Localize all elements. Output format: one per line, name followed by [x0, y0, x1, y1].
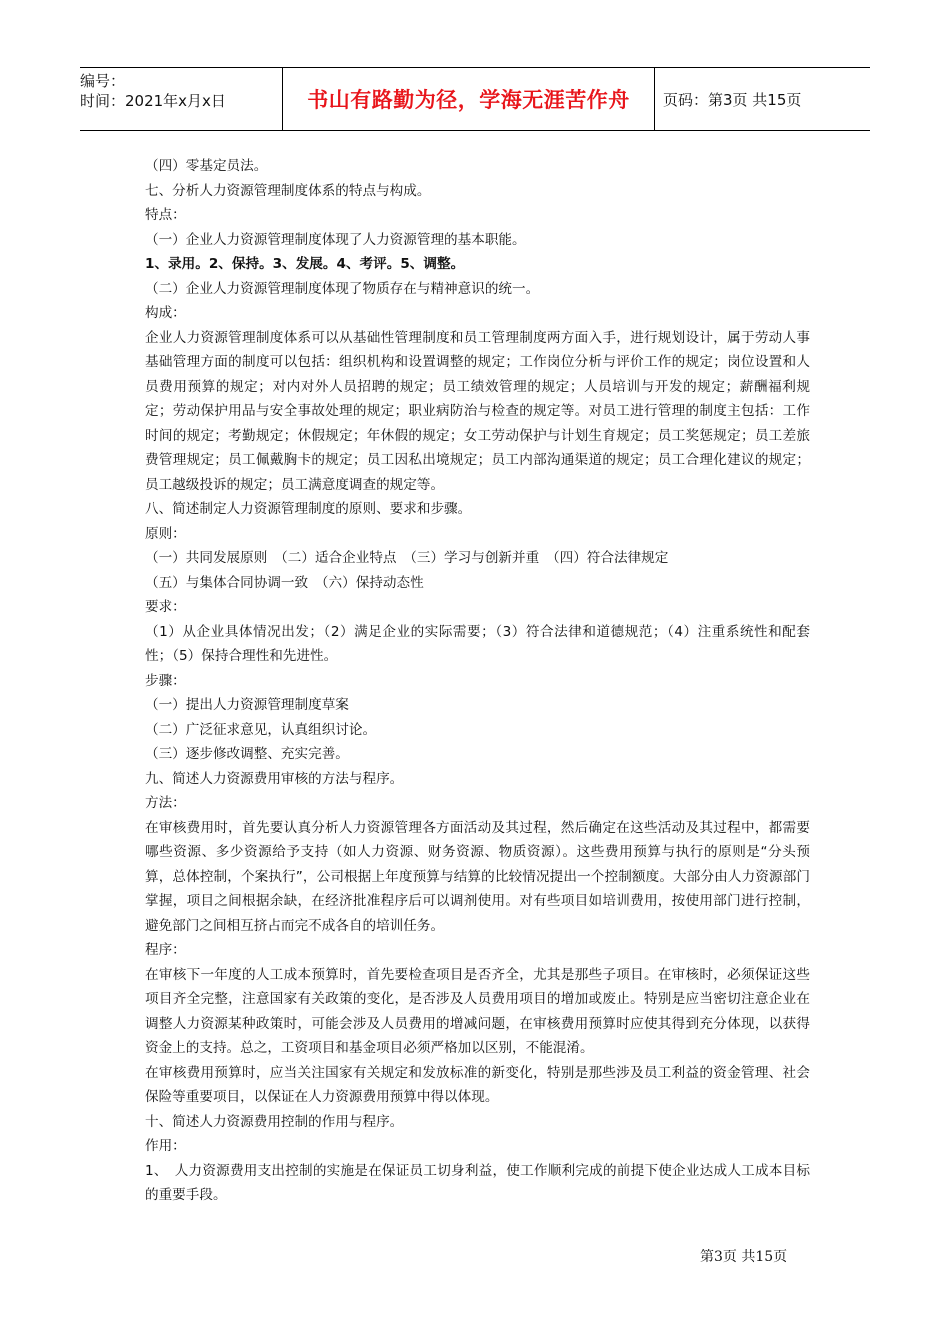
- paragraph: 企业人力资源管理制度体系可以从基础性管理制度和员工管理制度两方面入手，进行规划设计，属于劳动人事基础管理方面的制度可以包括：组织机构和设置调整的规定；工作岗位分析与评价工作的规定；岗位设置和人员费用预算的规定；对内对外人员招聘的规定；员工绩效管理的规定；人员培训与开发的规定；薪酬福利规定；劳动保护用品与安全事故处理的规定；职业病防治与检查的规定等。对员工进行管理的制度主包括：工作时间的规定；考勤规定；休假规定；年休假的规定；女工劳动保护与计划生育规定；员工奖惩规定；员工差旅费管理规定；员工佩戴胸卡的规定；员工因私出境规定；员工内部沟通渠道的规定；员工合理化建议的规定；员工越级投诉的规定；员工满意度调查的规定等。: [145, 329, 810, 493]
- text-line: 1、录用。2、保持。3、发展。4、考评。5、调整。: [145, 256, 465, 272]
- text-line: （一）企业人力资源管理制度体现了人力资源管理的基本职能。: [145, 231, 526, 248]
- paragraph: 在审核费用预算时，应当关注国家有关规定和发放标准的新变化，特别是那些涉及员工利益的资金管理、社会保险等重要项目，以保证在人力资源费用预算中得以体现。: [145, 1064, 810, 1105]
- subheading: 步骤：: [145, 672, 186, 689]
- text-line: （四）零基定员法。: [145, 158, 268, 174]
- page-header: [80, 67, 870, 131]
- section-heading: 十、简述人力资源费用控制的作用与程序。: [145, 1113, 404, 1130]
- subheading: 构成：: [145, 305, 186, 321]
- header-motto: 书山有路勤为径，学海无涯苦作舟: [283, 68, 655, 130]
- paragraph: 1、 人力资源费用支出控制的实施是在保证员工切身利益，使工作顺利完成的前提下使企业达成人工成本目标的重要手段。: [145, 1162, 810, 1203]
- document-body: [145, 154, 810, 1208]
- header-page-info: 页码：第3页 共15页: [663, 90, 802, 109]
- subheading: 特点：: [145, 207, 186, 223]
- subheading: 程序：: [145, 942, 186, 958]
- paragraph: （1）从企业具体情况出发；（2）满足企业的实际需要；（3）符合法律和道德规范；（4）注重系统性和配套性；（5）保持合理性和先进性。: [145, 623, 810, 664]
- paragraph: 在审核费用时，首先要认真分析人力资源管理各方面活动及其过程，然后确定在这些活动及其过程中，都需要哪些资源、多少资源给予支持（如人力资源、财务资源、物质资源）。这些费用预算与执行的原则是“分头预算，总体控制，个案执行”，公司根据上年度预算与结算的比较情况提出一个控制额度。大部分由人力资源部门掌握，项目之间根据余缺，在经济批准程序后可以调剂使用。对有些项目如培训费用，按使用部门进行控制，避免部门之间相互挤占而完不成各自的培训任务。: [145, 819, 810, 934]
- section-heading: 八、简述制定人力资源管理制度的原则、要求和步骤。: [145, 501, 472, 517]
- subheading: 要求：: [145, 599, 186, 615]
- text-line: （二）广泛征求意见，认真组织讨论。: [145, 721, 377, 738]
- serial-number-label: 编号：: [80, 72, 126, 90]
- date-label: 时间：2021年x月x日: [80, 92, 226, 110]
- text-line: （一）提出人力资源管理制度草案: [145, 697, 349, 713]
- subheading: 方法：: [145, 795, 186, 811]
- section-heading: 七、分析人力资源管理制度体系的特点与构成。: [145, 182, 431, 199]
- header-meta-cell: [80, 68, 283, 130]
- subheading: 作用：: [145, 1138, 186, 1154]
- paragraph: 在审核下一年度的人工成本预算时，首先要检查项目是否齐全，尤其是那些子项目。在审核时，必须保证这些项目齐全完整，注意国家有关政策的变化，是否涉及人员费用项目的增加或废止。特别是应当密切注意企业在调整人力资源某种政策时，可能会涉及人员费用的增减问题，在审核费用预算时应使其得到充分体现，以获得资金上的支持。总之，工资项目和基金项目必须严格加以区别，不能混淆。: [145, 966, 810, 1056]
- text-line: （二）企业人力资源管理制度体现了物质存在与精神意识的统一。: [145, 280, 540, 297]
- subheading: 原则：: [145, 525, 186, 542]
- text-line: （一）共同发展原则 （二）适合企业特点 （三）学习与创新并重 （四）符合法律规定: [145, 550, 669, 566]
- text-line: （五）与集体合同协调一致 （六）保持动态性: [145, 574, 424, 591]
- page-footer: 第3页 共15页: [700, 1249, 788, 1265]
- text-line: （三）逐步修改调整、充实完善。: [145, 746, 349, 762]
- section-heading: 九、简述人力资源费用审核的方法与程序。: [145, 770, 404, 787]
